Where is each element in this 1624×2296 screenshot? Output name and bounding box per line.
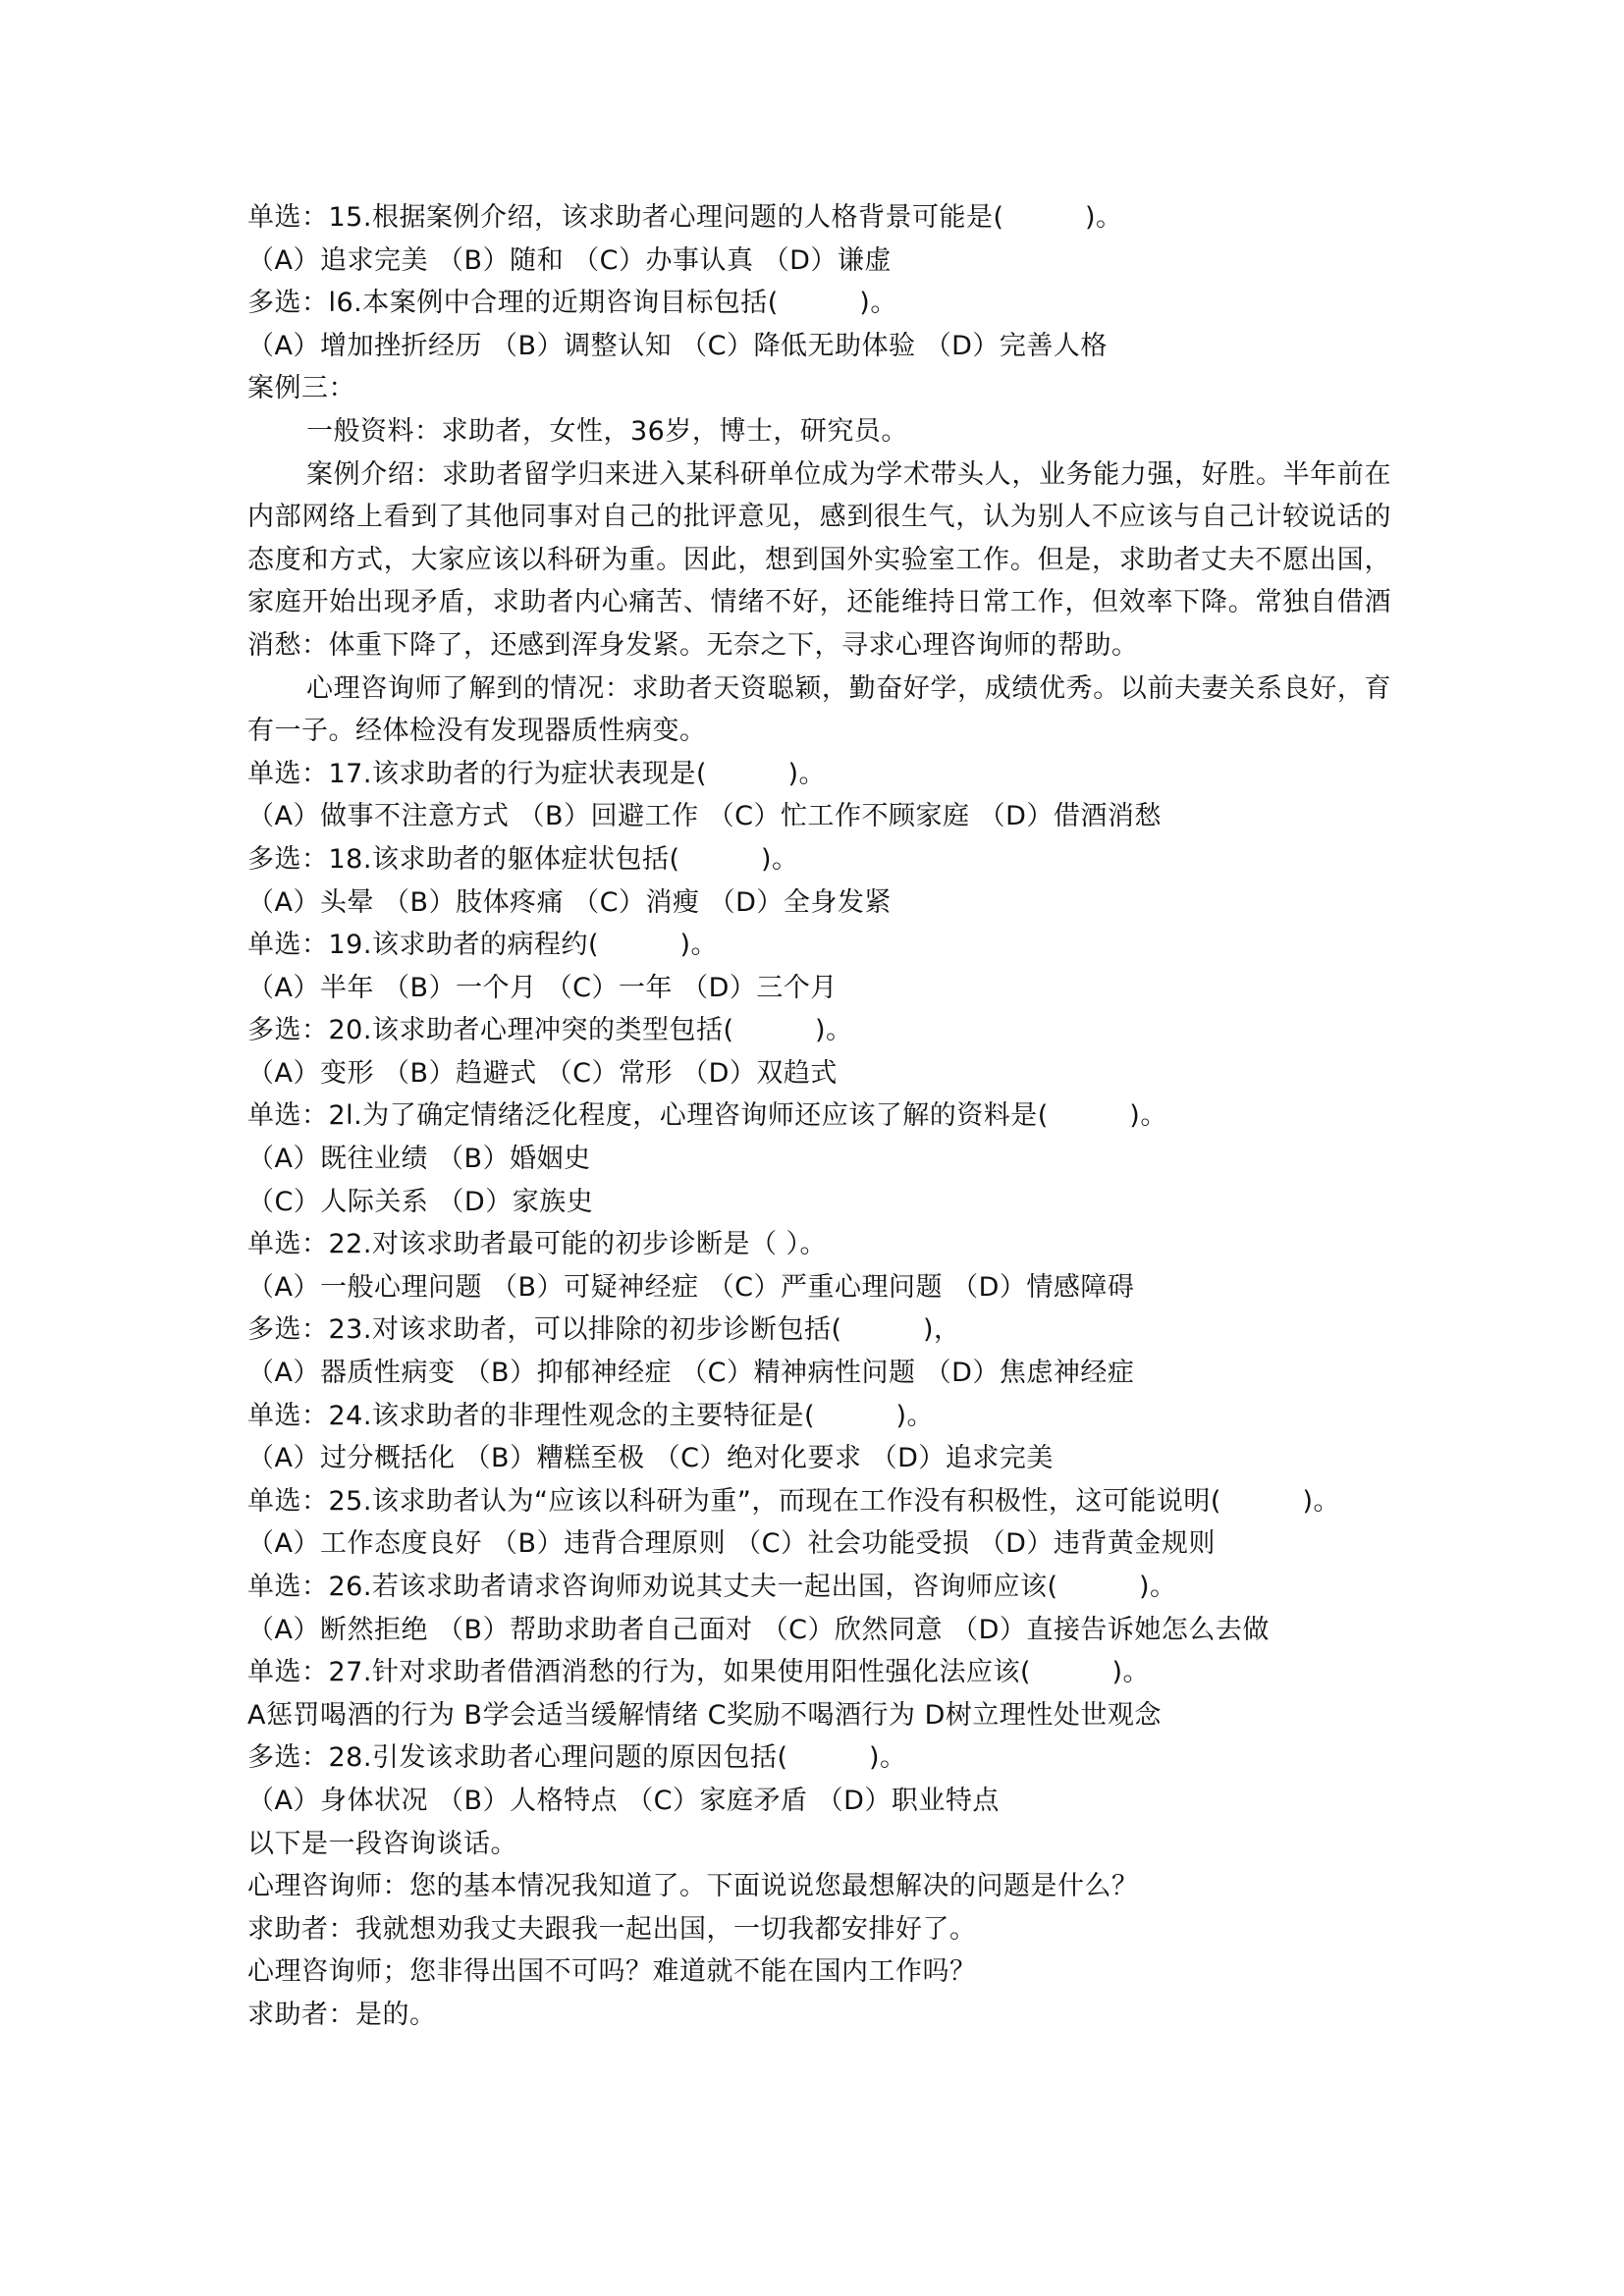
question-24: 单选：24.该求助者的非理性观念的主要特征是( )。 — [247, 1400, 935, 1431]
options-24: （A）过分概括化 （B）糟糕至极 （C）绝对化要求 （D）追求完美 — [247, 1443, 1054, 1474]
options-19: （A）半年 （B）一个月 （C）一年 （D）三个月 — [247, 972, 838, 1003]
question-20: 多选：20.该求助者心理冲突的类型包括( )。 — [247, 1015, 853, 1046]
counselor-findings: 心理咨询师了解到的情况：求助者天资聪颖，勤奋好学，成绩优秀。以前夫妻关系良好，育有一子。经体检没有发现器质性病变。 — [247, 672, 1391, 747]
options-22: （A）一般心理问题 （B）可疑神经症 （C）严重心理问题 （D）情感障碍 — [247, 1271, 1135, 1303]
dialogue-line-4: 求助者：是的。 — [247, 1999, 437, 2030]
question-28: 多选：28.引发该求助者心理问题的原因包括( )。 — [247, 1742, 907, 1774]
question-25: 单选：25.该求助者认为“应该以科研为重”，而现在工作没有积极性，这可能说明( )。 — [247, 1485, 1340, 1517]
options-21-a: （A）既往业绩 （B）婚姻史 — [247, 1144, 591, 1175]
options-28: （A）身体状况 （B）人格特点 （C）家庭矛盾 （D）职业特点 — [247, 1785, 1000, 1816]
options-26: （A）断然拒绝 （B）帮助求助者自己面对 （C）欣然同意 （D）直接告诉她怎么去做 — [247, 1614, 1270, 1645]
question-17: 单选：17.该求助者的行为症状表现是( )。 — [247, 758, 827, 789]
case-introduction: 案例介绍：求助者留学归来进入某科研单位成为学术带头人，业务能力强，好胜。半年前在内部网络上看到了其他同事对自己的批评意见，感到很生气，认为别人不应该与自己计较说话的态度和方式，大家应该以科研为重。因此，想到国外实验室工作。但是，求助者丈夫不愿出国，家庭开始出现矛盾，求助者内心痛苦、情绪不好，还能维持日常工作，但效率下降。常独自借酒消愁：体重下降了，还感到浑身发紧。无奈之下，寻求心理咨询师的帮助。 — [247, 458, 1391, 661]
options-27: A惩罚喝酒的行为 B学会适当缓解情绪 C奖励不喝酒行为 D树立理性处世观念 — [247, 1699, 1162, 1731]
options-16: （A）增加挫折经历 （B）调整认知 （C）降低无助体验 （D）完善人格 — [247, 330, 1108, 361]
dialogue-line-1: 心理咨询师：您的基本情况我知道了。下面说说您最想解决的问题是什么？ — [247, 1871, 1139, 1902]
question-22: 单选：22.对该求助者最可能的初步诊断是（ ）。 — [247, 1229, 828, 1260]
dialogue-intro: 以下是一段咨询谈话。 — [247, 1828, 517, 1859]
question-21: 单选：2l.为了确定情绪泛化程度，心理咨询师还应该了解的资料是( )。 — [247, 1100, 1167, 1132]
question-16: 多选：l6.本案例中合理的近期咨询目标包括( )。 — [247, 288, 897, 319]
general-info: 一般资料：求助者，女性，36岁，博士，研究员。 — [306, 415, 908, 447]
options-17: （A）做事不注意方式 （B）回避工作 （C）忙工作不顾家庭 （D）借酒消愁 — [247, 801, 1162, 832]
options-25: （A）工作态度良好 （B）违背合理原则 （C）社会功能受损 （D）违背黄金规则 — [247, 1528, 1216, 1560]
options-23: （A）器质性病变 （B）抑郁神经症 （C）精神病性问题 （D）焦虑神经症 — [247, 1358, 1135, 1389]
document-body — [247, 196, 1391, 2037]
question-19: 单选：19.该求助者的病程约( )。 — [247, 930, 719, 961]
question-27: 单选：27.针对求助者借酒消愁的行为，如果使用阳性强化法应该( )。 — [247, 1657, 1151, 1688]
question-15: 单选：15.根据案例介绍，该求助者心理问题的人格背景可能是( )。 — [247, 202, 1123, 233]
case-three-heading: 案例三： — [247, 373, 355, 404]
options-18: （A）头晕 （B）肢体疼痛 （C）消瘦 （D）全身发紧 — [247, 886, 892, 918]
options-21-b: （C）人际关系 （D）家族史 — [247, 1186, 594, 1217]
dialogue-line-3: 心理咨询师；您非得出国不可吗？难道就不能在国内工作吗？ — [247, 1956, 977, 1988]
options-15: （A）追求完美 （B）随和 （C）办事认真 （D）谦虚 — [247, 244, 892, 276]
options-20: （A）变形 （B）趋避式 （C）常形 （D）双趋式 — [247, 1057, 838, 1089]
dialogue-line-2: 求助者：我就想劝我丈夫跟我一起出国，一切我都安排好了。 — [247, 1913, 977, 1945]
question-18: 多选：18.该求助者的躯体症状包括( )。 — [247, 843, 799, 875]
question-26: 单选：26.若该求助者请求咨询师劝说其丈夫一起出国，咨询师应该( )。 — [247, 1572, 1177, 1602]
question-23: 多选：23.对该求助者，可以排除的初步诊断包括( )， — [247, 1314, 961, 1346]
